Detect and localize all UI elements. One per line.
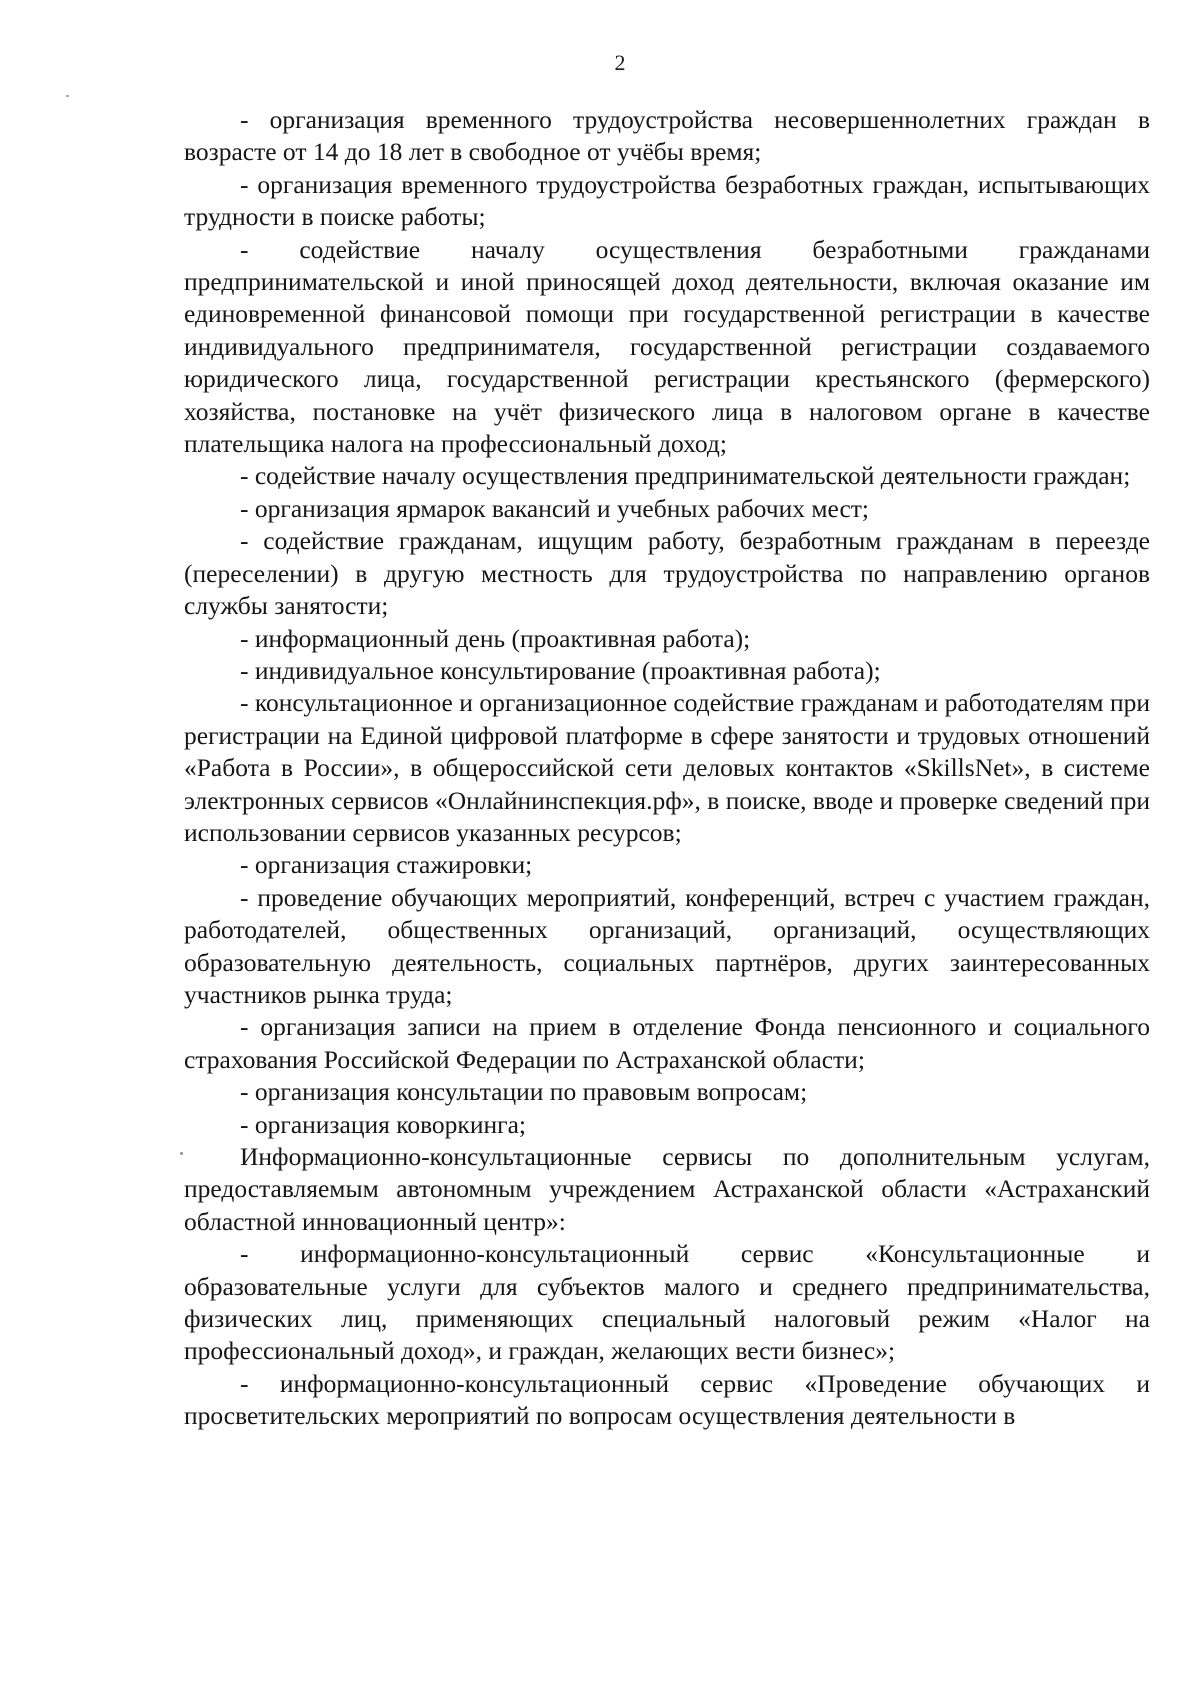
paragraph: - содействие началу осуществления предпринимательской деятельности граждан; bbox=[240, 461, 1131, 491]
paragraph: - информационный день (проактивная работа); bbox=[240, 623, 751, 653]
scan-artifact bbox=[66, 95, 69, 97]
paragraph: - консультационное и организационное содействие гражданам и работодателям при регистрации на Единой цифровой платформе в сфере занятости и трудовых отношений «Работа в России», в общероссийской сети деловых контактов «SkillsNet», в системе электронных сервисов «Онлайнинспекция.рф», в поиске, вводе и проверке сведений при использовании сервисов указанных ресурсов; bbox=[184, 688, 1150, 847]
paragraph: - организация стажировки; bbox=[240, 850, 533, 880]
scan-artifact bbox=[180, 1152, 183, 1155]
paragraph: - проведение обучающих мероприятий, конференций, встреч с участием граждан, работодателей, общественных организаций, организаций, осуществляющих образовательную деятельность, социальных партнёров, других заинтересованных участников рынка труда; bbox=[184, 882, 1150, 1009]
paragraph: - содействие началу осуществления безработными гражданами предпринимательской и иной приносящей доход деятельности, включая оказание им единовременной финансовой помощи при государственной регистрации в качестве индивидуального предпринимателя, государственной регистрации создаваемого юридического лица, государственной регистрации крестьянского (фермерского) хозяйства, постановке на учёт физического лица в налоговом органе в качестве плательщика налога на профессиональный доход; bbox=[184, 234, 1150, 459]
paragraph: Информационно-консультационные сервисы по дополнительным услугам, предоставляемым автономным учреждением Астраханской области «Астраханский областной инновационный центр»: bbox=[184, 1142, 1150, 1236]
paragraph: - организация записи на прием в отделение Фонда пенсионного и социального страхования Российской Федерации по Астраханской области; bbox=[184, 1012, 1150, 1074]
paragraph: - информационно-консультационный сервис «Проведение обучающих и просветительских мероприятий по вопросам осуществления деятельности в bbox=[184, 1368, 1150, 1431]
paragraph: - организация коворкинга; bbox=[240, 1109, 526, 1139]
document-body bbox=[184, 104, 1150, 1433]
paragraph: - информационно-консультационный сервис «Консультационные и образовательные услуги для субъектов малого и среднего предпринимательства, физических лиц, применяющих специальный налоговый режим «Налог на профессиональный доход», и граждан, желающих вести бизнес»; bbox=[184, 1239, 1150, 1366]
paragraph: - организация временного трудоустройства безработных граждан, испытывающих трудности в поиске работы; bbox=[184, 169, 1150, 232]
page-number: 2 bbox=[614, 50, 626, 75]
paragraph: - организация временного трудоустройства несовершеннолетних граждан в возрасте от 14 до 18 лет в свободное от учёбы время; bbox=[184, 105, 1150, 167]
paragraph: - организация консультации по правовым вопросам; bbox=[240, 1077, 808, 1107]
paragraph: - индивидуальное консультирование (проактивная работа); bbox=[240, 655, 881, 685]
paragraph: - содействие гражданам, ищущим работу, безработным гражданам в переезде (переселении) в другую местность для трудоустройства по направлению органов службы занятости; bbox=[184, 526, 1150, 621]
paragraph: - организация ярмарок вакансий и учебных рабочих мест; bbox=[240, 493, 869, 523]
